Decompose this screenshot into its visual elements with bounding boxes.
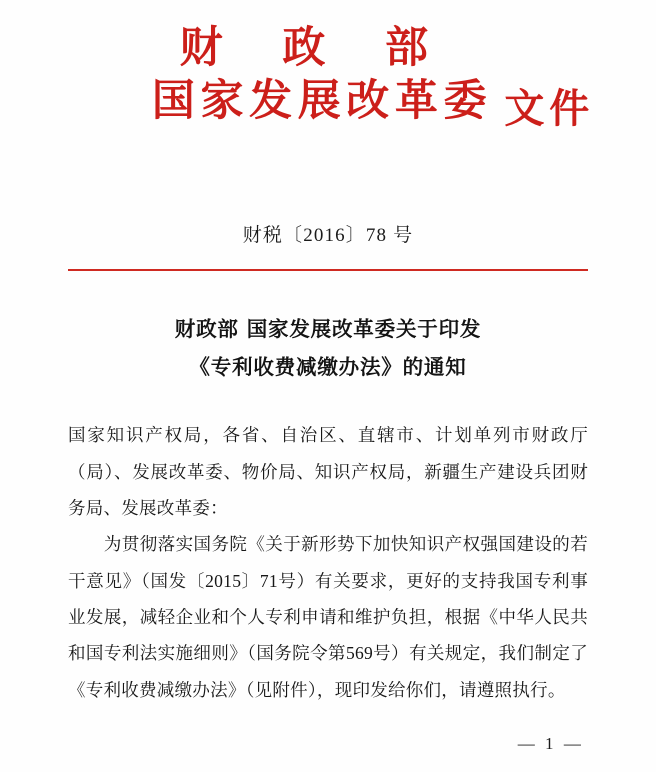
red-divider-rule (68, 269, 588, 271)
page-title-line-2: 《专利收费减缴办法》的通知 (189, 355, 467, 380)
masthead-line-2-text: 国家发展改革委 (151, 76, 493, 127)
page-title-line-1: 财政部 国家发展改革委关于印发 (174, 317, 482, 342)
masthead (0, 0, 656, 133)
document-number: 财税〔2016〕78 号 (242, 225, 414, 247)
page-number: — 1 — (517, 734, 584, 753)
masthead-line-1: 财 政 部 (179, 23, 451, 73)
body-paragraph-1: 为贯彻落实国务院《关于新形势下加快知识产权强国建设的若干意见》（国发〔2015〕71号）有关要求，更好的支持我国专利事业发展，减轻企业和个人专利申请和维护负担，根据《中华人民共和国专利法实施细则》（国务院令第569号）有关规定，我们制定了《专利收费减缴办法》（见附件），现印发给你们，请遵照执行。 (68, 534, 588, 700)
masthead-side-word: 文件 (504, 85, 594, 133)
masthead-line-2 (0, 76, 656, 133)
body-recipients: 国家知识产权局，各省、自治区、直辖市、计划单列市财政厅（局）、发展改革委、物价局、知识产权局，新疆生产建设兵团财务局、发展改革委： (68, 425, 588, 518)
document-body (68, 417, 588, 708)
page-title (0, 311, 656, 387)
